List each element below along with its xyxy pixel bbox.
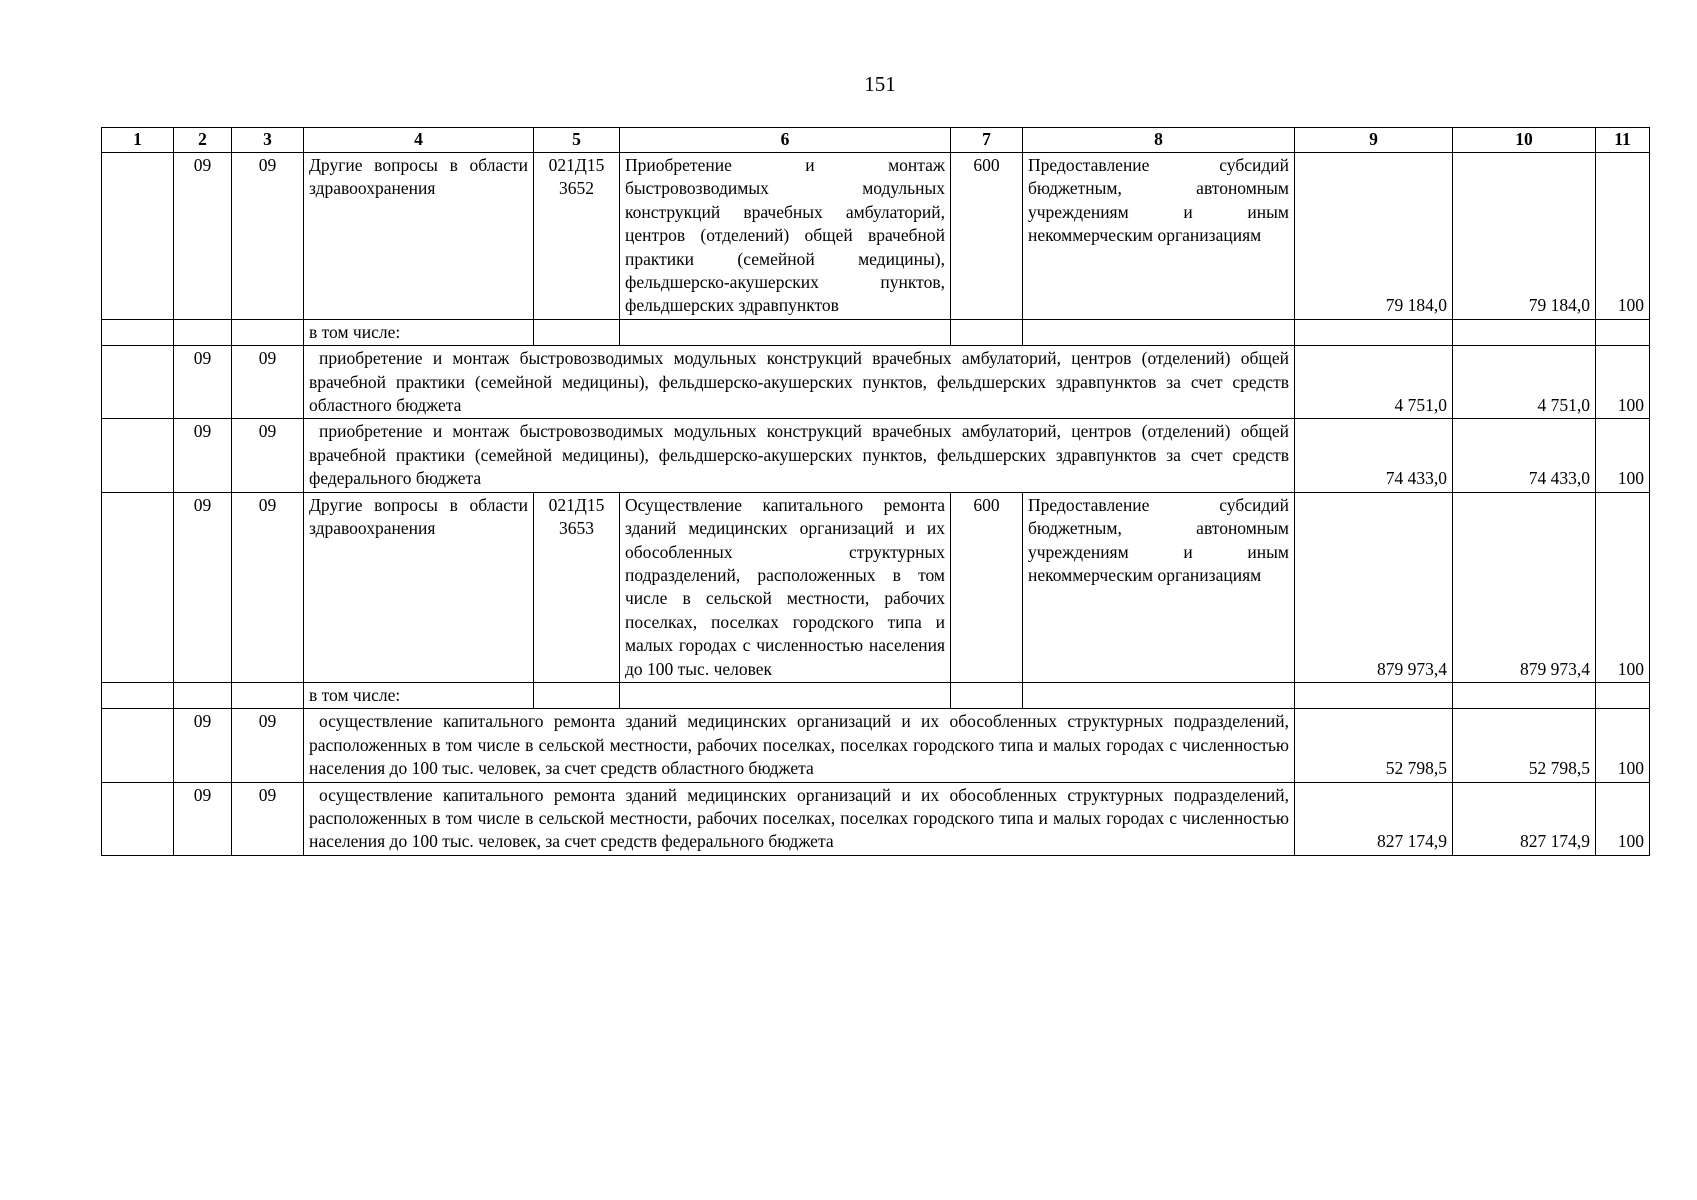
- cell-percent: 100: [1596, 153, 1650, 320]
- cell-section: 09: [174, 709, 232, 782]
- cell-amount-actual: 79 184,0: [1453, 153, 1596, 320]
- cell-amount-actual: 4 751,0: [1453, 346, 1596, 419]
- cell-empty: [102, 682, 174, 708]
- cell-subsection: 09: [232, 492, 304, 682]
- cell-empty: [620, 319, 951, 345]
- cell-sub-description: приобретение и монтаж быстровозводимых модульных конструкций врачебных амбулаторий, центров (отделений) общей врачебной практики (семейной медицины), фельдшерско-акушерских пунктов, фельдшерских здравпунктов за счет средств областного бюджета: [304, 346, 1295, 419]
- cell-empty: [534, 682, 620, 708]
- cell-subsection: 09: [232, 346, 304, 419]
- cell-description: Приобретение и монтаж быстровозводимых модульных конструкций врачебных амбулаторий, центров (отделений) общей врачебной практики (семейной медицины), фельдшерско-акушерских пунктов, фельдшерских здравпунктов: [620, 153, 951, 320]
- cell-description: Осуществление капитального ремонта зданий медицинских организаций и их обособленных структурных подразделений, расположенных в том числе в сельской местности, рабочих поселках, поселках городского типа и малых городах с численностью населения до 100 тыс. человек: [620, 492, 951, 682]
- cell-empty: [1596, 319, 1650, 345]
- cell-amount-plan: 52 798,5: [1295, 709, 1453, 782]
- table-row: [102, 153, 1650, 320]
- cell-amount-plan: 4 751,0: [1295, 346, 1453, 419]
- cell-target-code: 021Д15 3652: [534, 153, 620, 320]
- cell-subsection: 09: [232, 419, 304, 492]
- budget-table: [101, 127, 1650, 856]
- cell-empty: [102, 319, 174, 345]
- cell-subsection: 09: [232, 782, 304, 855]
- cell-including-label: в том числе:: [304, 682, 534, 708]
- cell-empty: [1453, 319, 1596, 345]
- cell-col1: [102, 782, 174, 855]
- cell-expense-name: Предоставление субсидий бюджетным, автономным учреждениям и иным некоммерческим организациям: [1023, 153, 1295, 320]
- col-header-5: 5: [534, 128, 620, 153]
- cell-name: Другие вопросы в области здравоохранения: [304, 153, 534, 320]
- cell-expense-type: 600: [951, 153, 1023, 320]
- cell-percent: 100: [1596, 492, 1650, 682]
- cell-empty: [951, 682, 1023, 708]
- cell-amount-actual: 827 174,9: [1453, 782, 1596, 855]
- col-header-10: 10: [1453, 128, 1596, 153]
- cell-name: Другие вопросы в области здравоохранения: [304, 492, 534, 682]
- col-header-9: 9: [1295, 128, 1453, 153]
- cell-target-code: 021Д15 3653: [534, 492, 620, 682]
- cell-section: 09: [174, 419, 232, 492]
- cell-expense-type: 600: [951, 492, 1023, 682]
- cell-expense-name: Предоставление субсидий бюджетным, автономным учреждениям и иным некоммерческим организациям: [1023, 492, 1295, 682]
- header-row: [102, 128, 1650, 153]
- cell-empty: [1023, 319, 1295, 345]
- col-header-2: 2: [174, 128, 232, 153]
- cell-empty: [1023, 682, 1295, 708]
- cell-including-label: в том числе:: [304, 319, 534, 345]
- cell-empty: [1295, 682, 1453, 708]
- cell-empty: [1295, 319, 1453, 345]
- cell-sub-description: приобретение и монтаж быстровозводимых модульных конструкций врачебных амбулаторий, центров (отделений) общей врачебной практики (семейной медицины), фельдшерско-акушерских пунктов, фельдшерских здравпунктов за счет средств федерального бюджета: [304, 419, 1295, 492]
- cell-amount-actual: 879 973,4: [1453, 492, 1596, 682]
- table-row-sub: [102, 782, 1650, 855]
- cell-col1: [102, 492, 174, 682]
- cell-col1: [102, 709, 174, 782]
- cell-section: 09: [174, 153, 232, 320]
- cell-empty: [232, 319, 304, 345]
- cell-amount-plan: 827 174,9: [1295, 782, 1453, 855]
- cell-percent: 100: [1596, 709, 1650, 782]
- cell-empty: [951, 319, 1023, 345]
- col-header-8: 8: [1023, 128, 1295, 153]
- cell-col1: [102, 153, 174, 320]
- table-row-label: [102, 319, 1650, 345]
- col-header-6: 6: [620, 128, 951, 153]
- cell-empty: [534, 319, 620, 345]
- page-number: 151: [864, 72, 896, 96]
- cell-section: 09: [174, 782, 232, 855]
- cell-amount-plan: 79 184,0: [1295, 153, 1453, 320]
- cell-sub-description: осуществление капитального ремонта зданий медицинских организаций и их обособленных структурных подразделений, расположенных в том числе в сельской местности, рабочих поселках, поселках городского типа и малых городах с численностью населения до 100 тыс. человек, за счет средств федерального бюджета: [304, 782, 1295, 855]
- cell-empty: [232, 682, 304, 708]
- col-header-11: 11: [1596, 128, 1650, 153]
- cell-percent: 100: [1596, 419, 1650, 492]
- cell-empty: [174, 682, 232, 708]
- cell-section: 09: [174, 346, 232, 419]
- cell-section: 09: [174, 492, 232, 682]
- col-header-7: 7: [951, 128, 1023, 153]
- cell-amount-actual: 52 798,5: [1453, 709, 1596, 782]
- cell-empty: [1596, 682, 1650, 708]
- table-row: [102, 492, 1650, 682]
- table-row-sub: [102, 709, 1650, 782]
- col-header-4: 4: [304, 128, 534, 153]
- cell-subsection: 09: [232, 709, 304, 782]
- table-row-sub: [102, 419, 1650, 492]
- cell-amount-plan: 879 973,4: [1295, 492, 1453, 682]
- table-row-label: [102, 682, 1650, 708]
- cell-percent: 100: [1596, 346, 1650, 419]
- cell-amount-actual: 74 433,0: [1453, 419, 1596, 492]
- cell-sub-description: осуществление капитального ремонта зданий медицинских организаций и их обособленных структурных подразделений, расположенных в том числе в сельской местности, рабочих поселках, поселках городского типа и малых городах с численностью населения до 100 тыс. человек, за счет средств областного бюджета: [304, 709, 1295, 782]
- cell-col1: [102, 346, 174, 419]
- cell-empty: [174, 319, 232, 345]
- table-row-sub: [102, 346, 1650, 419]
- cell-empty: [1453, 682, 1596, 708]
- cell-empty: [620, 682, 951, 708]
- col-header-3: 3: [232, 128, 304, 153]
- cell-percent: 100: [1596, 782, 1650, 855]
- cell-col1: [102, 419, 174, 492]
- cell-subsection: 09: [232, 153, 304, 320]
- col-header-1: 1: [102, 128, 174, 153]
- cell-amount-plan: 74 433,0: [1295, 419, 1453, 492]
